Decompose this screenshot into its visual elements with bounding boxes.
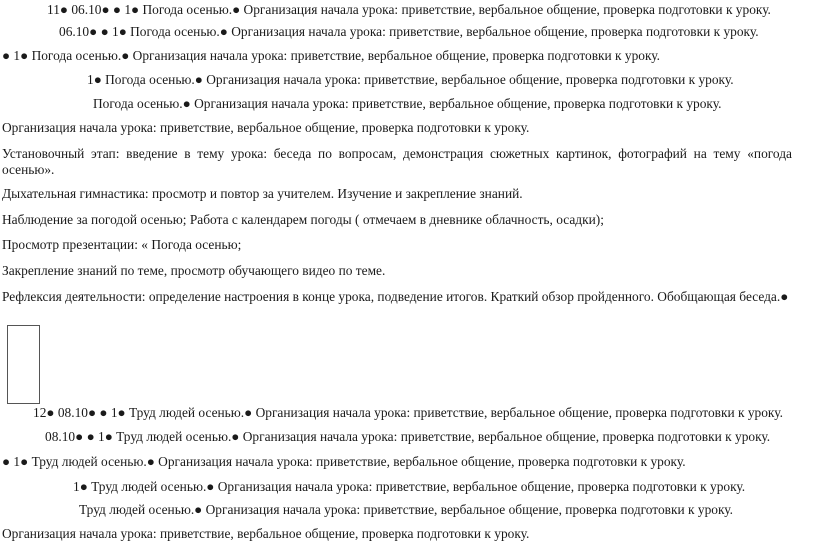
row-lesson-11-org: Организация начала урока: приветствие, вербальное общение, проверка подготовки к уроку.: [2, 120, 530, 135]
paragraph-reflection: Рефлексия деятельности: определение настроения в конце урока, подведение итогов. Краткий обзор пройденного. Обобщающая беседа.●: [2, 289, 789, 304]
paragraph-breathing: Дыхательная гимнастика: просмотр и повтор за учителем. Изучение и закрепление знаний.: [2, 186, 523, 201]
row-lesson-12-topic: 1● Труд людей осенью.● Организация начала урока: приветствие, вербальное общение, проверка подготовки к уроку.: [73, 479, 746, 494]
empty-frame: [7, 325, 40, 404]
row-lesson-11-content: Погода осенью.● Организация начала урока: приветствие, вербальное общение, проверка подготовки к уроку.: [93, 96, 722, 111]
paragraph-intro-stage: Установочный этап: введение в тему урока: беседа по вопросам, демонстрация сюжетных картинок, фотографий на тему «погода осенью».: [2, 146, 792, 177]
row-lesson-11-date: 06.10● ● 1● Погода осенью.● Организация начала урока: приветствие, вербальное общение, проверка подготовки к уроку.: [59, 24, 759, 39]
row-lesson-11-hours: ● 1● Погода осенью.● Организация начала урока: приветствие, вербальное общение, проверка подготовки к уроку.: [2, 48, 661, 63]
row-lesson-12: 12● 08.10● ● 1● Труд людей осенью.● Организация начала урока: приветствие, вербальное общение, проверка подготовки к уроку.: [33, 405, 783, 420]
row-lesson-12-org: Организация начала урока: приветствие, вербальное общение, проверка подготовки к уроку.: [2, 526, 530, 541]
row-lesson-11: 11● 06.10● ● 1● Погода осенью.● Организация начала урока: приветствие, вербальное общение, проверка подготовки к уроку.: [47, 2, 771, 17]
paragraph-consolidation: Закрепление знаний по теме, просмотр обучающего видео по теме.: [2, 263, 386, 278]
row-lesson-12-date: 08.10● ● 1● Труд людей осенью.● Организация начала урока: приветствие, вербальное общение, проверка подготовки к уроку.: [45, 429, 771, 444]
row-lesson-11-topic: 1● Погода осенью.● Организация начала урока: приветствие, вербальное общение, проверка подготовки к уроку.: [87, 72, 734, 87]
row-lesson-12-hours: ● 1● Труд людей осенью.● Организация начала урока: приветствие, вербальное общение, проверка подготовки к уроку.: [2, 454, 686, 469]
row-lesson-12-content: Труд людей осенью.● Организация начала урока: приветствие, вербальное общение, проверка подготовки к уроку.: [79, 502, 733, 517]
paragraph-observation: Наблюдение за погодой осенью; Работа с календарем погоды ( отмечаем в дневнике облачность, осадки);: [2, 212, 604, 227]
paragraph-presentation: Просмотр презентации: « Погода осенью;: [2, 237, 242, 252]
